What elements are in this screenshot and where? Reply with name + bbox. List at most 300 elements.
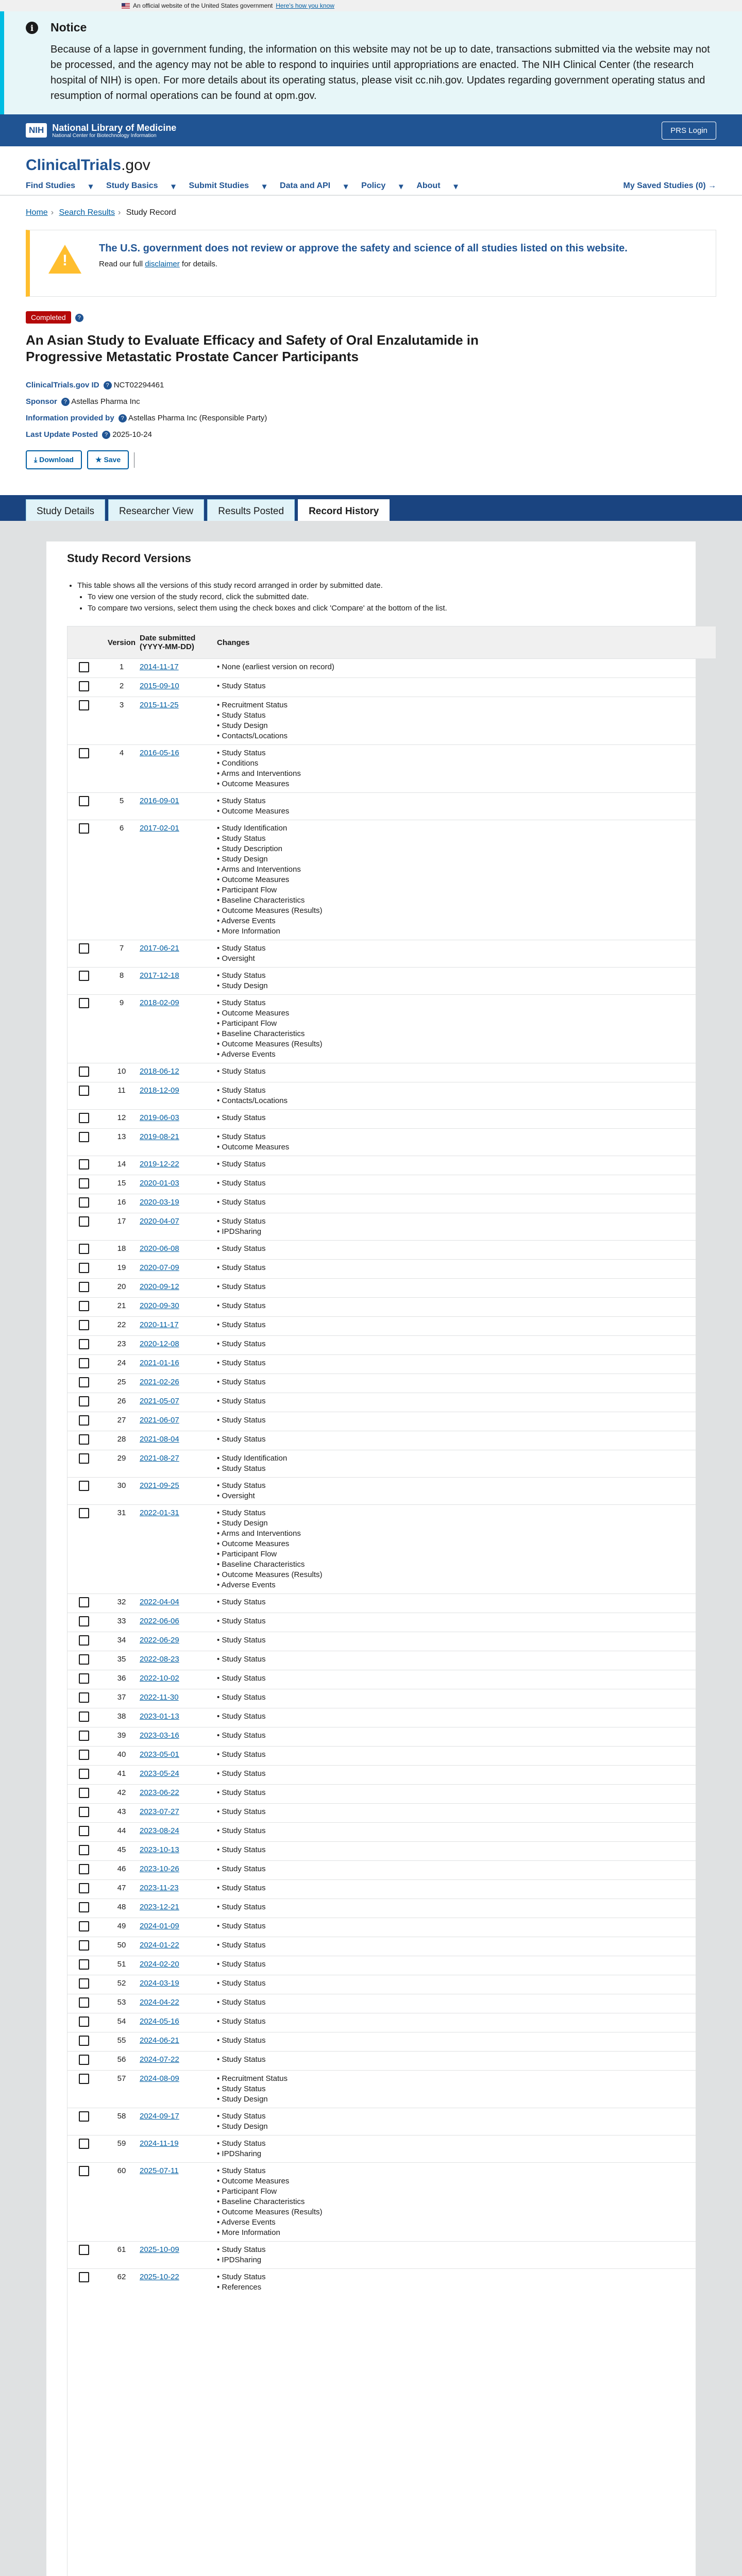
- version-number: 58: [117, 2112, 126, 2121]
- version-date-link[interactable]: 2025-10-22: [140, 2273, 179, 2281]
- version-checkbox[interactable]: [79, 1654, 89, 1665]
- table-row: [68, 1899, 716, 1918]
- version-number: 38: [117, 1712, 126, 1721]
- change-item: • Study Status: [217, 1434, 716, 1445]
- table-row: [68, 1613, 716, 1632]
- version-checkbox[interactable]: [79, 1616, 89, 1626]
- version-checkbox[interactable]: [79, 1481, 89, 1491]
- nav-item-submit-studies[interactable]: Submit Studies: [189, 181, 249, 190]
- version-checkbox[interactable]: [79, 1807, 89, 1817]
- version-date-link[interactable]: 2017-06-21: [140, 944, 179, 953]
- nlm-logo[interactable]: [26, 123, 176, 139]
- version-date-link[interactable]: 2019-12-22: [140, 1160, 179, 1168]
- main-nav: [26, 181, 458, 192]
- version-date-link[interactable]: 2024-02-20: [140, 1960, 179, 1969]
- change-item: • Adverse Events: [217, 1049, 716, 1060]
- change-item: • Oversight: [217, 1491, 716, 1501]
- version-checkbox[interactable]: [79, 1113, 89, 1123]
- change-item: • Oversight: [217, 954, 716, 964]
- version-date-link[interactable]: 2021-02-26: [140, 1378, 179, 1386]
- table-row: [68, 1450, 716, 1477]
- change-item: • Study Status: [217, 971, 716, 981]
- change-item: • Study Status: [217, 2055, 716, 2065]
- change-item: • Baseline Characteristics: [217, 895, 716, 906]
- table-row: [68, 2013, 716, 2032]
- version-checkbox[interactable]: [79, 2016, 89, 2027]
- version-date-link[interactable]: 2022-10-02: [140, 1674, 179, 1683]
- chevron-down-icon: ▾: [171, 182, 176, 191]
- col-changes: Changes: [217, 638, 250, 647]
- change-item: • Outcome Measures: [217, 1142, 716, 1153]
- version-checkbox[interactable]: [79, 823, 89, 834]
- version-checkbox[interactable]: [79, 1883, 89, 1893]
- version-date-link[interactable]: 2022-04-04: [140, 1598, 179, 1606]
- version-checkbox[interactable]: [79, 1635, 89, 1646]
- help-icon[interactable]: ?: [104, 381, 112, 389]
- change-item: • Outcome Measures (Results): [217, 1570, 716, 1580]
- version-checkbox[interactable]: [79, 1066, 89, 1077]
- version-checkbox[interactable]: [79, 2036, 89, 2046]
- change-item: • Study Status: [217, 2166, 716, 2176]
- version-number: 2: [119, 682, 124, 690]
- version-number: 7: [119, 944, 124, 953]
- version-date-link[interactable]: 2016-09-01: [140, 796, 179, 805]
- version-date-link[interactable]: 2014-11-17: [140, 663, 179, 671]
- col-version: Version: [107, 638, 136, 647]
- change-item: • Participant Flow: [217, 2187, 716, 2197]
- version-date-link[interactable]: 2016-05-16: [140, 749, 179, 757]
- tab-results-posted[interactable]: Results Posted: [207, 499, 295, 521]
- table-row: [68, 2108, 716, 2135]
- version-date-link[interactable]: 2024-03-19: [140, 1979, 179, 1988]
- change-item: • Study Status: [217, 748, 716, 758]
- change-item: • Study Design: [217, 854, 716, 865]
- table-row: [68, 1316, 716, 1335]
- version-checkbox[interactable]: [79, 2111, 89, 2122]
- version-date-link[interactable]: 2024-07-22: [140, 2055, 179, 2064]
- chevron-down-icon: ▾: [453, 182, 458, 191]
- version-checkbox[interactable]: [79, 1940, 89, 1951]
- change-item: • Study Identification: [217, 823, 716, 834]
- change-item: • Study Status: [217, 681, 716, 691]
- breadcrumb-current: Study Record: [126, 208, 176, 217]
- table-row: [68, 1335, 716, 1354]
- change-item: • Study Status: [217, 1902, 716, 1912]
- history-intro: [77, 581, 675, 614]
- version-checkbox[interactable]: [79, 1339, 89, 1349]
- table-row: [68, 1670, 716, 1689]
- version-number: 43: [117, 1807, 126, 1816]
- version-checkbox[interactable]: [79, 1845, 89, 1855]
- intro-item: • To compare two versions, select them using the check boxes and click 'Compare' at the bottom of the list.: [88, 603, 675, 614]
- change-item: • Study Status: [217, 2036, 716, 2046]
- my-saved-studies-link[interactable]: My Saved Studies (0) →: [623, 181, 716, 190]
- change-item: • Study Status: [217, 1597, 716, 1607]
- version-date-link[interactable]: 2023-05-24: [140, 1769, 179, 1778]
- change-item: • Outcome Measures: [217, 779, 716, 789]
- tab-record-history[interactable]: Record History: [298, 499, 390, 521]
- version-number: 46: [117, 1865, 126, 1873]
- version-checkbox[interactable]: [79, 1301, 89, 1311]
- version-number: 11: [117, 1086, 126, 1095]
- version-date-link[interactable]: 2022-06-29: [140, 1636, 179, 1645]
- gov-banner-text: An official website of the United States government: [133, 2, 273, 9]
- change-item: • Outcome Measures (Results): [217, 2207, 716, 2217]
- version-date-link[interactable]: 2020-06-08: [140, 1244, 179, 1253]
- change-item: • Study Status: [217, 1066, 716, 1077]
- change-item: • More Information: [217, 2228, 716, 2238]
- version-checkbox[interactable]: [79, 796, 89, 806]
- change-item: • Outcome Measures: [217, 1539, 716, 1549]
- change-item: • Study Status: [217, 2111, 716, 2122]
- table-row: [68, 1431, 716, 1450]
- table-row: [68, 1477, 716, 1504]
- disclaimer-alert: [26, 230, 716, 297]
- version-date-link[interactable]: 2024-05-16: [140, 2017, 179, 2026]
- version-checkbox[interactable]: [79, 1750, 89, 1760]
- version-number: 5: [119, 796, 124, 805]
- version-checkbox[interactable]: [79, 1902, 89, 1912]
- version-date-link[interactable]: 2015-09-10: [140, 682, 179, 690]
- version-checkbox[interactable]: [79, 1086, 89, 1096]
- version-checkbox[interactable]: [79, 1788, 89, 1798]
- save-button[interactable]: ★ Save: [87, 450, 129, 469]
- version-date-link[interactable]: 2024-08-09: [140, 2074, 179, 2083]
- nlm-title: National Library of Medicine: [52, 122, 177, 133]
- change-item: • Study Status: [217, 1396, 716, 1406]
- table-row: [68, 1594, 716, 1613]
- version-date-link[interactable]: 2018-06-12: [140, 1067, 179, 1076]
- version-number: 8: [119, 971, 124, 980]
- change-item: • Outcome Measures (Results): [217, 906, 716, 916]
- intro-item: • To view one version of the study record, click the submitted date.: [88, 592, 675, 602]
- version-date-link[interactable]: 2020-09-12: [140, 1282, 179, 1291]
- version-number: 17: [117, 1217, 126, 1226]
- version-number: 12: [117, 1113, 126, 1122]
- version-date-link[interactable]: 2020-12-08: [140, 1340, 179, 1348]
- version-checkbox[interactable]: [79, 1434, 89, 1445]
- version-date-link[interactable]: 2023-10-26: [140, 1865, 179, 1873]
- version-checkbox[interactable]: [79, 1415, 89, 1426]
- version-date-link[interactable]: 2024-04-22: [140, 1998, 179, 2007]
- change-item: • Arms and Interventions: [217, 769, 716, 779]
- version-date-link[interactable]: 2023-06-22: [140, 1788, 179, 1797]
- change-item: • Study Design: [217, 1518, 716, 1529]
- version-date-link[interactable]: 2021-08-04: [140, 1435, 179, 1444]
- version-date-link[interactable]: 2023-12-21: [140, 1903, 179, 1911]
- disclaimer-link[interactable]: disclaimer: [145, 260, 180, 268]
- tab-study-details[interactable]: Study Details: [26, 499, 105, 521]
- change-item: • Study Status: [217, 1339, 716, 1349]
- table-row: [68, 1175, 716, 1194]
- history-title: Study Record Versions: [67, 552, 191, 565]
- change-item: • Study Status: [217, 1711, 716, 1722]
- version-checkbox[interactable]: [79, 2166, 89, 2176]
- change-item: • Conditions: [217, 758, 716, 769]
- version-number: 26: [117, 1397, 126, 1405]
- version-date-link[interactable]: 2024-06-21: [140, 2036, 179, 2045]
- version-checkbox[interactable]: [79, 1921, 89, 1931]
- version-date-link[interactable]: 2018-02-09: [140, 998, 179, 1007]
- version-number: 51: [117, 1960, 126, 1969]
- version-date-link[interactable]: 2020-04-07: [140, 1217, 179, 1226]
- version-number: 54: [117, 2017, 126, 2026]
- version-number: 40: [117, 1750, 126, 1759]
- version-date-link[interactable]: 2020-11-17: [140, 1320, 179, 1329]
- change-item: • Study Status: [217, 2016, 716, 2027]
- version-checkbox[interactable]: [79, 1377, 89, 1387]
- heres-how-link[interactable]: Here's how you know: [276, 2, 334, 9]
- version-number: 31: [117, 1509, 126, 1517]
- version-number: 9: [119, 998, 124, 1007]
- version-date-link[interactable]: 2020-01-03: [140, 1179, 179, 1188]
- version-date-link[interactable]: 2019-08-21: [140, 1132, 179, 1141]
- table-row: [68, 1412, 716, 1431]
- table-row: [68, 1194, 716, 1213]
- table-row: [68, 940, 716, 967]
- help-icon[interactable]: ?: [75, 314, 83, 322]
- table-row: [68, 1879, 716, 1899]
- table-row: [68, 792, 716, 820]
- version-date-link[interactable]: 2024-01-22: [140, 1941, 179, 1950]
- change-item: • Study Status: [217, 1864, 716, 1874]
- nav-item-study-basics[interactable]: Study Basics: [106, 181, 158, 190]
- version-number: 33: [117, 1617, 126, 1625]
- version-date-link[interactable]: 2023-05-01: [140, 1750, 179, 1759]
- version-date-link[interactable]: 2022-11-30: [140, 1693, 179, 1702]
- change-item: • Outcome Measures (Results): [217, 1039, 716, 1049]
- version-date-link[interactable]: 2022-06-06: [140, 1617, 179, 1625]
- version-checkbox[interactable]: [79, 748, 89, 758]
- table-row: [68, 1803, 716, 1822]
- version-checkbox[interactable]: [79, 2139, 89, 2149]
- change-item: • Study Status: [217, 1481, 716, 1491]
- version-checkbox[interactable]: [79, 1978, 89, 1989]
- version-number: 4: [119, 749, 124, 757]
- change-item: • Study Status: [217, 796, 716, 806]
- version-number: 15: [117, 1179, 126, 1188]
- clinicaltrials-logo[interactable]: ClinicalTrials.gov: [26, 157, 150, 174]
- change-item: • Contacts/Locations: [217, 731, 716, 741]
- version-checkbox[interactable]: [79, 2272, 89, 2282]
- version-date-link[interactable]: 2025-10-09: [140, 2245, 179, 2254]
- change-item: • Outcome Measures: [217, 1008, 716, 1019]
- change-item: • Baseline Characteristics: [217, 1560, 716, 1570]
- change-item: • Contacts/Locations: [217, 1096, 716, 1106]
- table-row: [68, 677, 716, 697]
- version-number: 16: [117, 1198, 126, 1207]
- col-date: Date submitted (YYYY-MM-DD): [140, 634, 196, 651]
- version-checkbox[interactable]: [79, 1320, 89, 1330]
- change-item: • Study Status: [217, 1635, 716, 1646]
- help-icon[interactable]: ?: [102, 431, 110, 439]
- version-checkbox[interactable]: [79, 1244, 89, 1254]
- version-number: 42: [117, 1788, 126, 1797]
- change-item: • Study Design: [217, 2094, 716, 2105]
- breadcrumb-search-results[interactable]: Search Results: [59, 208, 115, 217]
- nav-item-find-studies[interactable]: Find Studies: [26, 181, 75, 190]
- study-id-row: ClinicalTrials.gov ID ? NCT02294461: [26, 381, 164, 389]
- table-row: [68, 1240, 716, 1259]
- table-row: [68, 1082, 716, 1109]
- version-date-link[interactable]: 2023-11-23: [140, 1884, 179, 1892]
- notice-title: Notice: [50, 21, 87, 34]
- download-button[interactable]: ⤓ Download: [26, 450, 82, 469]
- change-item: • Study Status: [217, 1132, 716, 1142]
- change-item: • Adverse Events: [217, 1580, 716, 1590]
- change-item: • Study Status: [217, 1673, 716, 1684]
- version-date-link[interactable]: 2022-08-23: [140, 1655, 179, 1664]
- version-checkbox[interactable]: [79, 1282, 89, 1292]
- version-date-link[interactable]: 2020-07-09: [140, 1263, 179, 1272]
- nav-item-data-and-api[interactable]: Data and API: [280, 181, 331, 190]
- version-checkbox[interactable]: [79, 662, 89, 672]
- version-date-link[interactable]: 2015-11-25: [140, 701, 179, 709]
- version-date-link[interactable]: 2021-05-07: [140, 1397, 179, 1405]
- notice-banner: [0, 11, 742, 114]
- status-badge: Completed: [26, 311, 71, 324]
- version-checkbox[interactable]: [79, 2245, 89, 2255]
- version-checkbox[interactable]: [79, 1358, 89, 1368]
- change-item: • Study Status: [217, 1921, 716, 1931]
- version-number: 20: [117, 1282, 126, 1291]
- version-checkbox[interactable]: [79, 1508, 89, 1518]
- info-icon: i: [26, 22, 38, 34]
- table-row: [68, 1109, 716, 1128]
- table-row: [68, 1765, 716, 1784]
- version-checkbox[interactable]: [79, 1453, 89, 1464]
- table-row: [68, 2268, 716, 2296]
- version-checkbox[interactable]: [79, 700, 89, 710]
- table-row: [68, 967, 716, 994]
- version-checkbox[interactable]: [79, 1597, 89, 1607]
- version-date-link[interactable]: 2023-08-24: [140, 1826, 179, 1835]
- version-checkbox[interactable]: [79, 971, 89, 981]
- version-date-link[interactable]: 2018-12-09: [140, 1086, 179, 1095]
- version-checkbox[interactable]: [79, 1197, 89, 1208]
- change-item: • Study Status: [217, 1113, 716, 1123]
- version-date-link[interactable]: 2024-11-19: [140, 2139, 179, 2148]
- change-item: • Outcome Measures: [217, 2176, 716, 2187]
- version-checkbox[interactable]: [79, 1769, 89, 1779]
- version-checkbox[interactable]: [79, 1396, 89, 1406]
- version-checkbox[interactable]: [79, 1216, 89, 1227]
- version-date-link[interactable]: 2023-03-16: [140, 1731, 179, 1740]
- version-number: 61: [117, 2245, 126, 2254]
- version-number: 3: [119, 701, 124, 709]
- version-checkbox[interactable]: [79, 1178, 89, 1189]
- change-item: • Study Status: [217, 1788, 716, 1798]
- help-icon[interactable]: ?: [119, 414, 127, 422]
- change-item: • Study Description: [217, 844, 716, 854]
- info-provided-row: Information provided by ? Astellas Pharma Inc (Responsible Party): [26, 414, 267, 422]
- version-checkbox[interactable]: [79, 1826, 89, 1836]
- nav-item-policy[interactable]: Policy: [361, 181, 386, 190]
- table-row: [68, 820, 716, 940]
- version-checkbox[interactable]: [79, 2074, 89, 2084]
- table-row: [68, 744, 716, 792]
- version-date-link[interactable]: 2021-01-16: [140, 1359, 179, 1367]
- version-date-link[interactable]: 2020-03-19: [140, 1198, 179, 1207]
- version-number: 39: [117, 1731, 126, 1740]
- save-icon: ★: [95, 455, 102, 464]
- version-checkbox[interactable]: [79, 1731, 89, 1741]
- version-checkbox[interactable]: [79, 681, 89, 691]
- version-date-link[interactable]: 2024-09-17: [140, 2112, 179, 2121]
- version-date-link[interactable]: 2021-08-27: [140, 1454, 179, 1463]
- history-table-header: [68, 626, 716, 658]
- last-update-row: Last Update Posted ? 2025-10-24: [26, 430, 152, 439]
- nav-item-about[interactable]: About: [416, 181, 441, 190]
- change-item: • Study Status: [217, 1320, 716, 1330]
- version-checkbox[interactable]: [79, 1692, 89, 1703]
- chevron-down-icon: ▾: [89, 182, 93, 191]
- version-date-link[interactable]: 2023-10-13: [140, 1845, 179, 1854]
- version-date-link[interactable]: 2022-01-31: [140, 1509, 179, 1517]
- change-item: • Study Status: [217, 710, 716, 721]
- version-date-link[interactable]: 2025-07-11: [140, 2166, 179, 2175]
- table-row: [68, 2162, 716, 2241]
- version-checkbox[interactable]: [79, 1132, 89, 1142]
- tab-researcher-view[interactable]: Researcher View: [108, 499, 204, 521]
- version-checkbox[interactable]: [79, 1997, 89, 2008]
- help-icon[interactable]: ?: [61, 398, 70, 406]
- version-number: 29: [117, 1454, 126, 1463]
- version-number: 6: [119, 824, 124, 833]
- version-date-link[interactable]: 2019-06-03: [140, 1113, 179, 1122]
- history-table-body: [68, 658, 716, 2296]
- version-checkbox[interactable]: [79, 1673, 89, 1684]
- version-checkbox[interactable]: [79, 1159, 89, 1170]
- breadcrumb-home[interactable]: Home: [26, 208, 48, 217]
- table-row: [68, 658, 716, 677]
- version-number: 25: [117, 1378, 126, 1386]
- table-row: [68, 1975, 716, 1994]
- version-number: 23: [117, 1340, 126, 1348]
- version-date-link[interactable]: 2021-06-07: [140, 1416, 179, 1425]
- version-checkbox[interactable]: [79, 2055, 89, 2065]
- version-number: 41: [117, 1769, 126, 1778]
- table-row: [68, 1746, 716, 1765]
- version-date-link[interactable]: 2024-01-09: [140, 1922, 179, 1930]
- version-checkbox[interactable]: [79, 1959, 89, 1970]
- version-number: 22: [117, 1320, 126, 1329]
- version-number: 1: [119, 663, 124, 671]
- version-date-link[interactable]: 2023-01-13: [140, 1712, 179, 1721]
- change-item: • Study Status: [217, 998, 716, 1008]
- version-number: 27: [117, 1416, 126, 1425]
- version-date-link[interactable]: 2023-07-27: [140, 1807, 179, 1816]
- version-date-link[interactable]: 2021-09-25: [140, 1481, 179, 1490]
- prs-login-button[interactable]: PRS Login: [662, 122, 716, 140]
- version-checkbox[interactable]: [79, 1711, 89, 1722]
- version-date-link[interactable]: 2017-02-01: [140, 824, 179, 833]
- version-number: 53: [117, 1998, 126, 2007]
- version-date-link[interactable]: 2020-09-30: [140, 1301, 179, 1310]
- chevron-down-icon: ▾: [344, 182, 348, 191]
- version-date-link[interactable]: 2017-12-18: [140, 971, 179, 980]
- version-checkbox[interactable]: [79, 1263, 89, 1273]
- change-item: • Study Status: [217, 1692, 716, 1703]
- version-checkbox[interactable]: [79, 1864, 89, 1874]
- version-checkbox[interactable]: [79, 998, 89, 1008]
- version-checkbox[interactable]: [79, 943, 89, 954]
- change-item: • Adverse Events: [217, 2217, 716, 2228]
- change-item: • Study Design: [217, 721, 716, 731]
- download-icon: ⤓: [34, 455, 38, 464]
- table-row: [68, 1632, 716, 1651]
- table-row: [68, 1841, 716, 1860]
